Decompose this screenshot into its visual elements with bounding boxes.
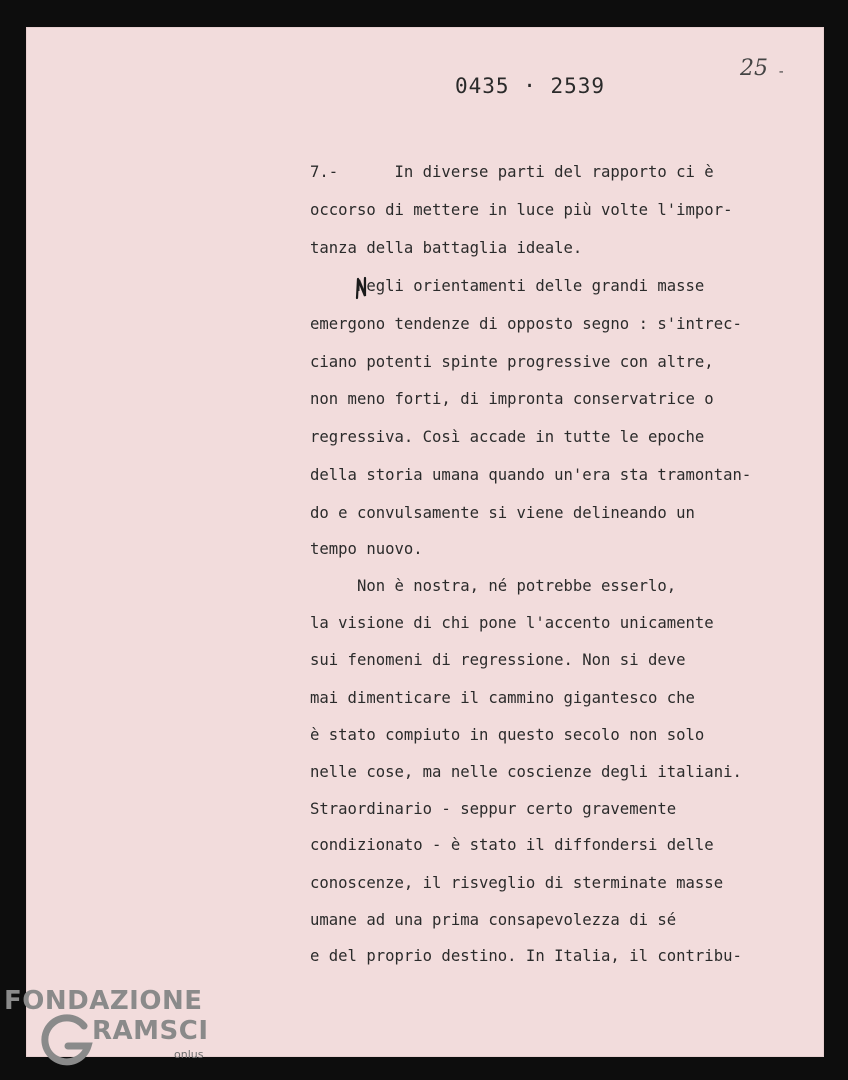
text-line: è stato compiuto in questo secolo non solo bbox=[310, 726, 705, 744]
text-line: sui fenomeni di regressione. Non si deve bbox=[310, 651, 686, 669]
text-line: umane ad una prima consapevolezza di sé bbox=[310, 911, 677, 929]
text-line: 7.- In diverse parti del rapporto ci è bbox=[310, 163, 714, 181]
text-line: Negli orientamenti delle grandi masse bbox=[310, 277, 705, 295]
g-logo-icon bbox=[34, 1014, 96, 1066]
archive-number: 0435 · 2539 bbox=[455, 74, 606, 98]
text-line: do e convulsamente si viene delineando un bbox=[310, 504, 695, 522]
text-line: Straordinario - seppur certo gravemente bbox=[310, 800, 677, 818]
text-line: e del proprio destino. In Italia, il contribu- bbox=[310, 947, 742, 965]
text-line: emergono tendenze di opposto segno : s'intrec- bbox=[310, 315, 742, 333]
text-line: conoscenze, il risveglio di sterminate masse bbox=[310, 874, 724, 892]
text-line: tanza della battaglia ideale. bbox=[310, 239, 583, 257]
text-line: della storia umana quando un'era sta tramontan- bbox=[310, 466, 752, 484]
watermark-suffix: onlus bbox=[174, 1048, 204, 1061]
handwritten-page-number: 25 bbox=[740, 56, 768, 81]
text-line: mai dimenticare il cammino gigantesco che bbox=[310, 689, 695, 707]
text-line: condizionato - è stato il diffondersi delle bbox=[310, 836, 714, 854]
handwritten-correction-mark bbox=[354, 276, 368, 300]
text-line: Non è nostra, né potrebbe esserlo, bbox=[310, 577, 677, 595]
watermark-line1: FONDAZIONE bbox=[4, 986, 203, 1016]
text-line: non meno forti, di impronta conservatrice o bbox=[310, 390, 714, 408]
text-line: nelle cose, ma nelle coscienze degli italiani. bbox=[310, 763, 742, 781]
fondazione-gramsci-watermark bbox=[4, 986, 244, 1080]
text-line: la visione di chi pone l'accento unicamente bbox=[310, 614, 714, 632]
text-line: regressiva. Così accade in tutte le epoche bbox=[310, 428, 705, 446]
text-line: tempo nuovo. bbox=[310, 540, 423, 558]
text-line: ciano potenti spinte progressive con altre, bbox=[310, 353, 714, 371]
page-number-dash: - bbox=[777, 64, 786, 80]
document-page bbox=[26, 27, 824, 1057]
watermark-line2: RAMSCI bbox=[92, 1016, 209, 1046]
text-line: occorso di mettere in luce più volte l'impor- bbox=[310, 201, 733, 219]
